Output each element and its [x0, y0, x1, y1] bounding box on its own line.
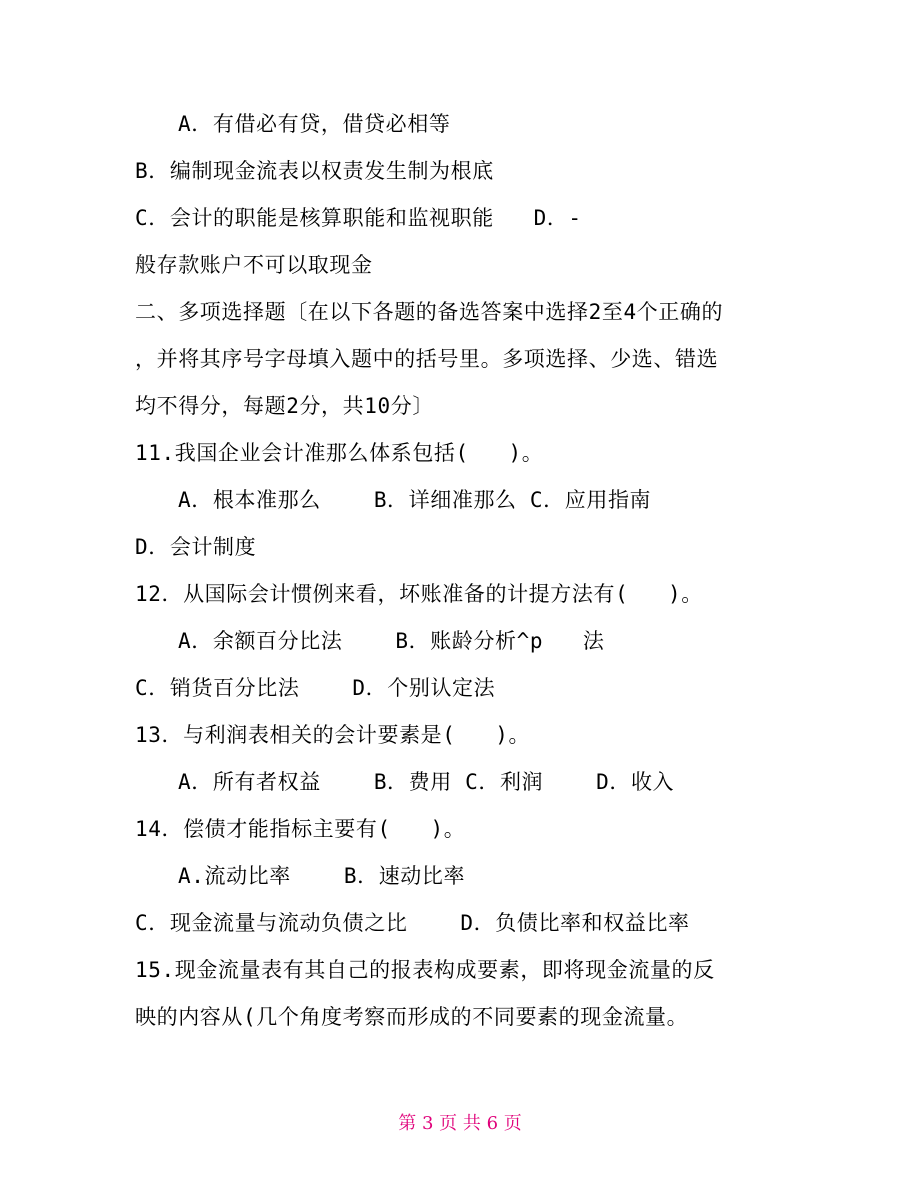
option-line: A．余额百分比法 B．账龄分析^p 法: [178, 629, 605, 653]
option-line: A．所有者权益 B．费用 C．利润 D．收入: [178, 770, 675, 794]
option-line: C．现金流量与流动负债之比 D．负债比率和权益比率: [135, 911, 690, 935]
option-line: C．会计的职能是核算职能和监视职能 D．-: [135, 206, 582, 230]
page-number-footer: 第 3 页 共 6 页: [398, 1113, 522, 1134]
section-heading: ，并将其序号字母填入题中的括号里。多项选择、少选、错选: [135, 347, 719, 371]
option-line: A．有借必有贷，借贷必相等: [178, 112, 451, 136]
question-line: 13．与利润表相关的会计要素是( )。: [135, 723, 531, 747]
question-line: 12．从国际会计惯例来看，坏账准备的计提方法有( )。: [135, 582, 703, 606]
option-line: C．销货百分比法 D．个别认定法: [135, 676, 496, 700]
question-line: 15.现金流量表有其自己的报表构成要素，即将现金流量的反: [135, 958, 715, 982]
option-line: 般存款账户不可以取现金: [135, 253, 373, 277]
question-line: 14．偿债才能指标主要有( )。: [135, 817, 466, 841]
section-heading: 均不得分，每题2分，共10分〕: [135, 394, 434, 418]
question-line: 映的内容从(几个角度考察而形成的不同要素的现金流量。: [135, 1005, 689, 1029]
option-line: D．会计制度: [135, 535, 257, 559]
option-line: B．编制现金流表以权责发生制为根底: [135, 159, 494, 183]
question-line: 11.我国企业会计准那么体系包括( )。: [135, 441, 544, 465]
section-heading: 二、多项选择题〔在以下各题的备选答案中选择2至4个正确的: [135, 300, 724, 324]
option-line: A．根本准那么 B．详细准那么 C．应用指南: [178, 488, 652, 512]
option-line: A.流动比率 B．速动比率: [178, 864, 466, 888]
